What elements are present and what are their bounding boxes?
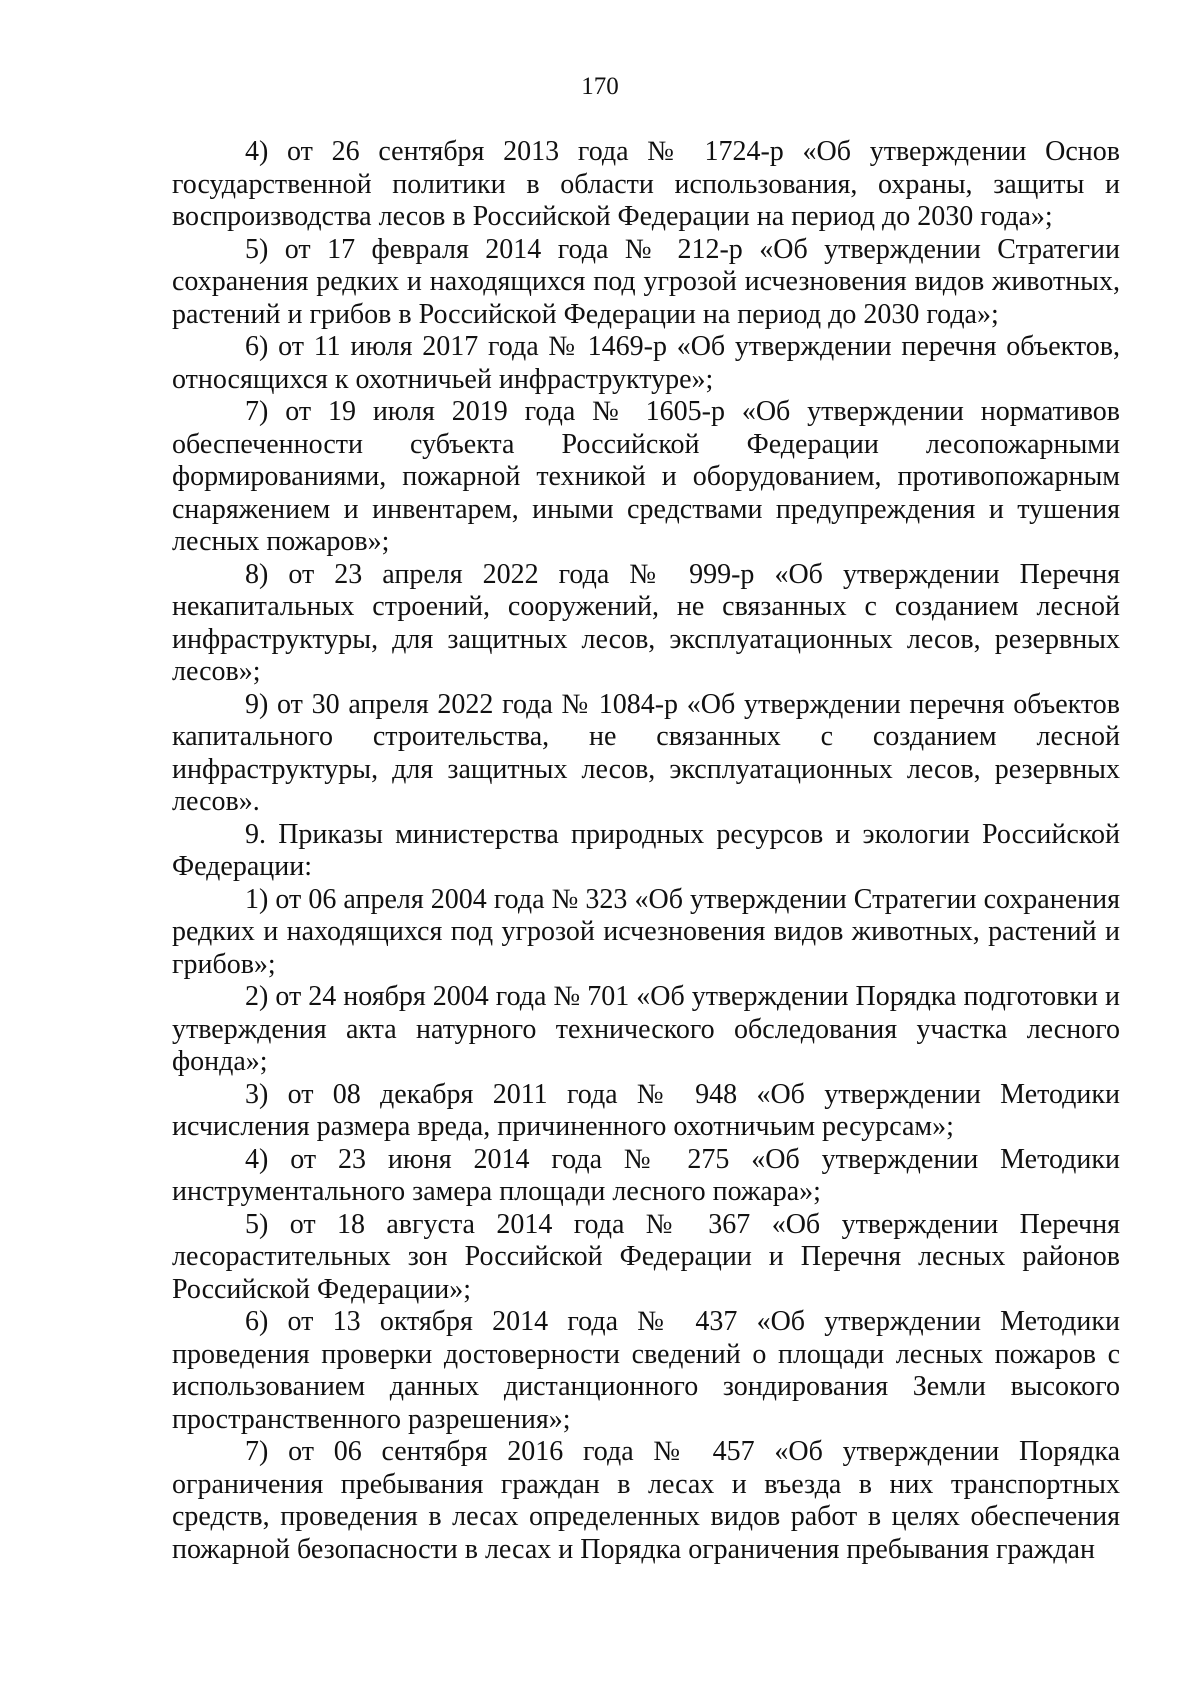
document-body bbox=[172, 136, 1120, 1566]
list-item: 7) от 06 сентября 2016 года № 457 «Об утверждении Порядка ограничения пребывания граждан в лесах и въезда в них транспортных средств, проведения в лесах определенных видов работ в целях обеспечения пожарной безопасности в лесах и Порядка ограничения пребывания граждан bbox=[172, 1436, 1120, 1565]
section-heading: 9. Приказы министерства природных ресурсов и экологии Российской Федерации: bbox=[172, 818, 1120, 882]
list-item: 7) от 19 июля 2019 года № 1605-р «Об утверждении нормативов обеспеченности субъекта Российской Федерации лесопожарными формированиями, пожарной техникой и оборудованием, противопожарным снаряжением и инвентарем, иными средствами предупреждения и тушения лесных пожаров»; bbox=[172, 396, 1120, 557]
list-item: 5) от 18 августа 2014 года № 367 «Об утверждении Перечня лесорастительных зон Российской Федерации и Перечня лесных районов Российской Федерации»; bbox=[172, 1208, 1120, 1305]
list-item: 8) от 23 апреля 2022 года № 999-р «Об утверждении Перечня некапитальных строений, сооружений, не связанных с созданием лесной инфраструктуры, для защитных лесов, эксплуатационных лесов, резервных лесов»; bbox=[172, 558, 1120, 687]
list-item: 4) от 23 июня 2014 года № 275 «Об утверждении Методики инструментального замера площади лесного пожара»; bbox=[172, 1143, 1120, 1207]
list-item: 6) от 11 июля 2017 года № 1469-р «Об утверждении перечня объектов, относящихся к охотничьей инфраструктуре»; bbox=[172, 331, 1120, 395]
list-item: 3) от 08 декабря 2011 года № 948 «Об утверждении Методики исчисления размера вреда, причиненного охотничьим ресурсам»; bbox=[172, 1078, 1120, 1142]
list-item: 2) от 24 ноября 2004 года № 701 «Об утверждении Порядка подготовки и утверждения акта натурного технического обследования участка лесного фонда»; bbox=[172, 981, 1120, 1077]
page-number: 170 bbox=[581, 73, 619, 100]
list-item: 4) от 26 сентября 2013 года № 1724-р «Об утверждении Основ государственной политики в области использования, охраны, защиты и воспроизводства лесов в Российской Федерации на период до 2030 года»; bbox=[172, 136, 1120, 232]
list-item: 6) от 13 октября 2014 года № 437 «Об утверждении Методики проведения проверки достоверности сведений о площади лесных пожаров с использованием данных дистанционного зондирования Земли высокого пространственного разрешения»; bbox=[172, 1306, 1120, 1435]
list-item: 1) от 06 апреля 2004 года № 323 «Об утверждении Стратегии сохранения редких и находящихся под угрозой исчезновения видов животных, растений и грибов»; bbox=[172, 883, 1120, 980]
list-item: 5) от 17 февраля 2014 года № 212-р «Об утверждении Стратегии сохранения редких и находящихся под угрозой исчезновения видов животных, растений и грибов в Российской Федерации на период до 2030 года»; bbox=[172, 233, 1120, 330]
list-item: 9) от 30 апреля 2022 года № 1084-р «Об утверждении перечня объектов капитального строительства, не связанных с созданием лесной инфраструктуры, для защитных лесов, эксплуатационных лесов, резервных лесов». bbox=[172, 688, 1120, 817]
